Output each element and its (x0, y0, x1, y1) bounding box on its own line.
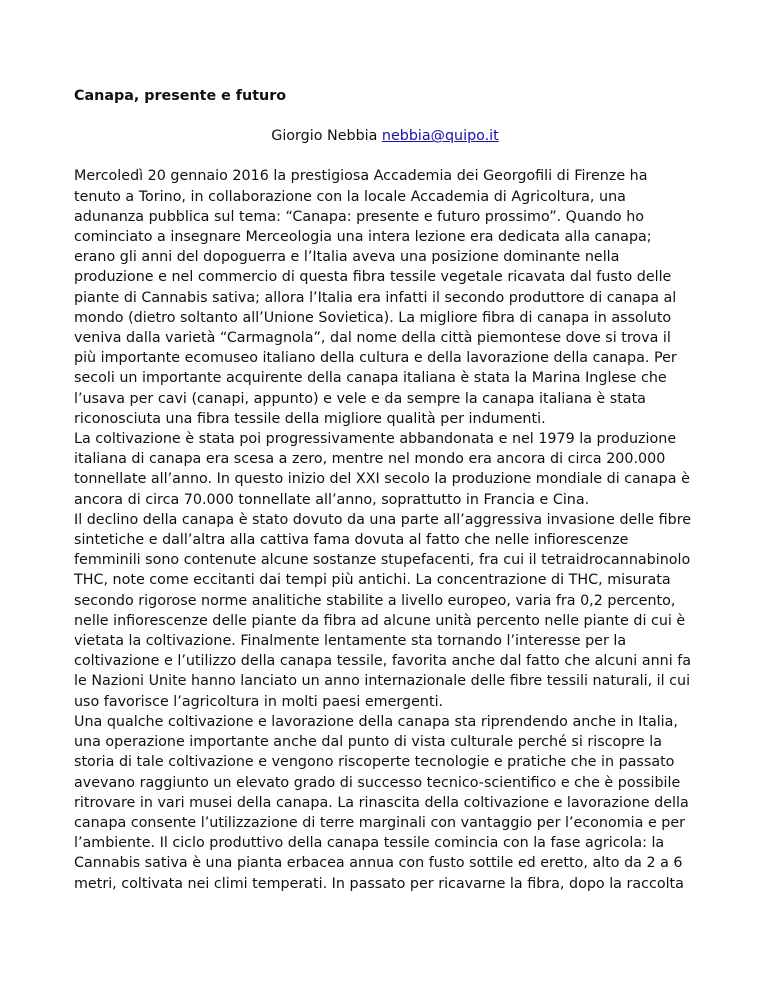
author-byline (74, 126, 696, 146)
document-title: Canapa, presente e futuro (74, 88, 287, 104)
paragraph: Una qualche coltivazione e lavorazione della canapa sta riprendendo anche in Italia, una operazione importante anche dal punto di vista culturale perché si riscopre la storia di tale coltivazione e vengono riscoperte tecnologie e pratiche che in passato avevano raggiunto un elevato grado di successo tecnico-scientifico e che è possibile ritrovare in vari musei della canapa. La rinascita della coltivazione e lavorazione della canapa consente l’utilizzazione di terre marginali con vantaggio per l’economia e per l’ambiente. Il ciclo produttivo della canapa tessile comincia con la fase agricola: la Cannabis sativa è una pianta erbacea annua con fusto sottile ed eretto, alto da 2 a 6 metri, coltivata nei climi temperati. In passato per ricavarne la fibra, dopo la raccolta (74, 713, 689, 892)
paragraph: La coltivazione è stata poi progressivamente abbandonata e nel 1979 la produzione italiana di canapa era scesa a zero, mentre nel mondo era ancora di circa 200.000 tonnellate all’anno. In questo inizio del XXI secolo la produzione mondiale di canapa è ancora di circa 70.000 tonnellate all’anno, soprattutto in Francia e Cina. (74, 431, 690, 508)
paragraph: Mercoledì 20 gennaio 2016 la prestigiosa Accademia dei Georgofili di Firenze ha tenuto a Torino, in collaborazione con la locale Accademia di Agricoltura, una adunanza pubblica sul tema: “Canapa: presente e futuro prossimo”. Quando ho cominciato a insegnare Merceologia una intera lezione era dedicata alla canapa; erano gli anni del dopoguerra e l’Italia aveva una posizione dominante nella produzione e nel commercio di questa fibra tessile vegetale ricavata dal fusto delle piante di Cannabis sativa; allora l’Italia era infatti il secondo produttore di canapa al mondo (dietro soltanto all’Unione Sovietica). La migliore fibra di canapa in assoluto veniva dalla varietà “Carmagnola”, dal nome della città piemontese dove si trova il più importante ecomuseo italiano della cultura e della lavorazione della canapa. Per secoli un importante acquirente della canapa italiana è stata la Marina Inglese che l’usava per cavi (canapi, appunto) e vele e da sempre la canapa italiana è stata riconosciuta una fibra tessile della migliore qualità per indumenti. (74, 168, 677, 427)
author-name: Giorgio Nebbia (271, 128, 378, 145)
document-body (74, 86, 696, 894)
author-email-link[interactable]: nebbia@quipo.it (381, 128, 499, 145)
paragraph: Il declino della canapa è stato dovuto da una parte all’aggressiva invasione delle fibre sintetiche e dall’altra alla cattiva fama dovuta al fatto che nelle infiorescenze femminili sono contenute alcune sostanze stupefacenti, fra cui il tetraidrocannabinolo THC, note come eccitanti dai tempi più antichi. La concentrazione di THC, misurata secondo rigorose norme analitiche stabilite a livello europeo, varia fra 0,2 percento, nelle infiorescenze delle piante da fibra ad alcune unità percento nelle piante di cui è vietata la coltivazione. Finalmente lentamente sta tornando l’interesse per la coltivazione e l’utilizzo della canapa tessile, favorita anche dal fatto che alcuni anni fa le Nazioni Unite hanno lanciato un anno internazionale delle fibre tessili naturali, il cui uso favorisce l’agricoltura in molti paesi emergenti. (74, 511, 692, 710)
